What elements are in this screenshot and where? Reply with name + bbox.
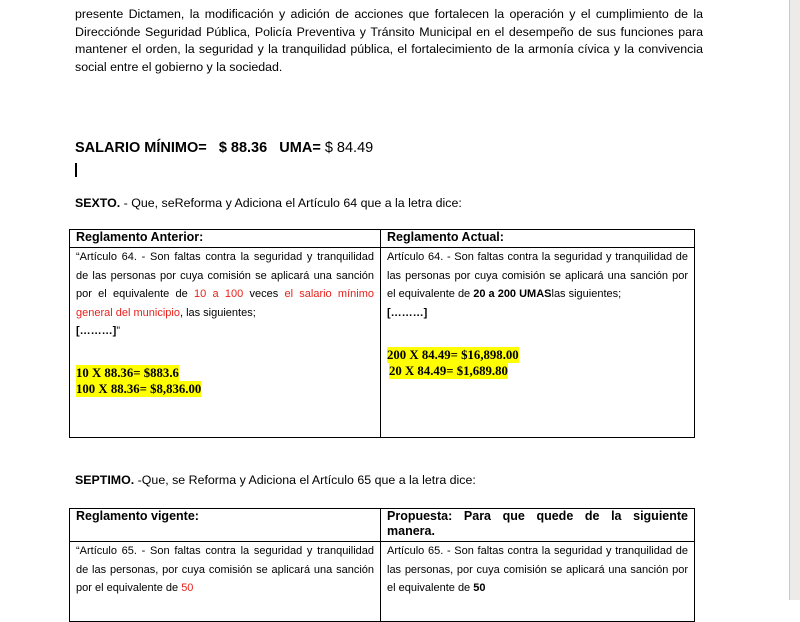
header-propuesta: Propuesta: Para que quede de la siguiente manera. xyxy=(381,509,695,542)
section-septimo-title xyxy=(75,473,476,487)
sexto-label: SEXTO. xyxy=(75,196,121,210)
cell-reglamento-anterior xyxy=(70,248,381,438)
articulo-65-vigente: “Artículo 65. - Son faltas contra la seguridad y tranquilidad de las personas, por cuya comisión se aplicará una sanción por el equivalente de 50 xyxy=(76,545,374,594)
calc-line-1: 10 X 88.36= $883.6 xyxy=(76,365,179,380)
septimo-text: -Que, se Reforma y Adiciona el Artículo 65 que a la letra dice: xyxy=(134,473,476,487)
text-cursor xyxy=(75,163,77,177)
septimo-comparison-table xyxy=(69,508,695,622)
bold-umas: 20 a 200 UMAS xyxy=(473,288,552,300)
cell-propuesta xyxy=(381,542,695,622)
bracket-ellipsis: [………]” xyxy=(76,325,120,337)
section-sexto-title xyxy=(75,196,462,210)
articulo-64-anterior: “Artículo 64. - Son faltas contra la seguridad y tranquilidad de las personas por cuya comisión se aplicará una sanción por el equivalente de 10 a 100 veces el salario mínimo general del municipio, las siguientes; xyxy=(76,251,374,319)
salario-value: $ 88.36 xyxy=(218,140,268,156)
articulo-64-actual: Artículo 64. - Son faltas contra la seguridad y tranquilidad de las personas por cuya comisión se aplicará una sanción por el equivalente de 20 a 200 UMASlas siguientes; xyxy=(387,251,688,300)
table-header-row xyxy=(70,230,695,248)
uma-value: $ 84.49 xyxy=(324,140,374,156)
header-reglamento-actual: Reglamento Actual: xyxy=(381,230,695,248)
sexto-text: - Que, seReforma y Adiciona el Artículo 64 que a la letra dice: xyxy=(120,196,462,210)
table-body-row xyxy=(70,248,695,438)
cell-reglamento-actual xyxy=(381,248,695,438)
bold-50: 50 xyxy=(473,582,486,594)
cell-reglamento-vigente xyxy=(70,542,381,622)
uma-label: UMA= xyxy=(279,140,321,156)
table-header-row xyxy=(70,509,695,542)
red-salario: el salario mínimo general del municipio xyxy=(76,288,374,319)
red-50: 50 xyxy=(181,582,194,594)
calc-line-right-1: 200 X 84.49= $16,898.00 xyxy=(387,348,519,362)
calc-line-2: 100 X 88.36= $8,836.00 xyxy=(76,381,202,396)
bracket-ellipsis-right: [………] xyxy=(387,306,428,319)
sexto-comparison-table xyxy=(69,229,695,438)
red-range: 10 a 100 xyxy=(193,288,244,300)
salario-line xyxy=(75,140,373,156)
table-body-row xyxy=(70,542,695,622)
salario-label: SALARIO MÍNIMO= xyxy=(75,140,207,156)
header-reglamento-vigente: Reglamento vigente: xyxy=(70,509,381,542)
articulo-65-propuesta: Artículo 65. - Son faltas contra la seguridad y tranquilidad de las personas, por cuya comisión se aplicará una sanción por el equivalente de 50 xyxy=(387,545,688,594)
intro-paragraph: presente Dictamen, la modificación y adición de acciones que fortalecen la operación y el cumplimiento de la Direcciónde Seguridad Pública, Policía Preventiva y Tránsito Municipal en el desempeño de sus funciones para mantener el orden, la seguridad y la tranquilidad pública, el fortalecimiento de la armonía cívica y la convivencia social entre el gobierno y la sociedad. xyxy=(75,7,703,74)
calc-line-right-2: 20 X 84.49= $1,689.80 xyxy=(389,364,508,378)
window-scrollbar-edge[interactable] xyxy=(789,0,800,600)
septimo-label: SEPTIMO. xyxy=(75,473,135,487)
header-reglamento-anterior: Reglamento Anterior: xyxy=(70,230,381,248)
